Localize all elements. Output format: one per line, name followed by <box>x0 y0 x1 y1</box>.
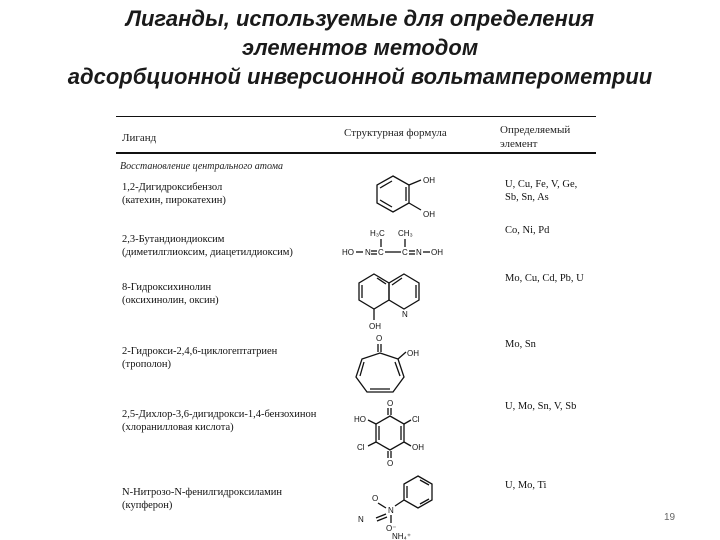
svg-text:O⁻: O⁻ <box>386 524 397 533</box>
ligand-name-line1: 2,5-Дихлор-3,6-дигидрокси-1,4-бензохинон <box>122 409 317 420</box>
oxine-structure <box>352 270 432 332</box>
ligand-name-line2: (купферон) <box>122 500 173 511</box>
svg-text:O: O <box>376 334 383 343</box>
page-number: 19 <box>664 512 676 523</box>
header-element-line2: элемент <box>500 138 538 150</box>
svg-text:OH: OH <box>423 210 435 219</box>
ligand-name <box>122 233 332 259</box>
ligand-name-line1: 1,2-Дигидроксибензол <box>122 182 223 193</box>
catechol-structure <box>355 172 445 224</box>
svg-text:C: C <box>378 248 384 257</box>
element-list-line1: U, Cu, Fe, V, Ge, <box>505 179 578 190</box>
element-list <box>505 224 605 237</box>
svg-text:OH: OH <box>412 443 424 452</box>
svg-text:N: N <box>402 310 408 319</box>
ligand-name-line2: (оксихинолин, оксин) <box>122 295 219 306</box>
element-list-line1: Co, Ni, Pd <box>505 225 550 236</box>
svg-text:OH: OH <box>407 349 419 358</box>
table-subheader: Восстановление центрального атома <box>120 161 283 172</box>
header-formula: Структурная формула <box>344 127 447 139</box>
svg-text:N: N <box>365 248 371 257</box>
title-line-2: элементов методом <box>241 35 479 60</box>
ligand-name-line1: 2-Гидрокси-2,4,6-циклогептатриен <box>122 346 278 357</box>
table-header-rule <box>116 152 596 154</box>
ligand-name <box>122 486 332 512</box>
ligand-name <box>122 281 332 307</box>
ligand-name-line2: (хлоранилловая кислота) <box>122 422 234 433</box>
ligand-name-line1: 8-Гидроксихинолин <box>122 282 212 293</box>
svg-text:O: O <box>387 459 394 468</box>
svg-text:H₃C: H₃C <box>370 229 385 238</box>
element-list-line1: U, Mo, Sn, V, Sb <box>505 401 577 412</box>
ligand-name <box>122 345 332 371</box>
element-list-line1: Mo, Sn <box>505 339 536 350</box>
svg-text:N: N <box>416 248 422 257</box>
element-list <box>505 272 605 285</box>
title-line-1: Лиганды, используемые для определения <box>125 6 595 31</box>
ligand-name <box>122 181 332 207</box>
svg-text:O: O <box>387 399 394 408</box>
dimethylglyoxime-structure <box>340 228 450 262</box>
element-list <box>505 479 605 492</box>
svg-text:N: N <box>358 515 364 524</box>
svg-text:OH: OH <box>431 248 443 257</box>
tropolone-structure <box>350 334 440 400</box>
svg-text:OH: OH <box>369 322 381 331</box>
element-list-line2: Sb, Sn, As <box>505 192 549 203</box>
slide-title <box>0 4 720 91</box>
ligand-name-line2: (диметилглиоксим, диацетилдиоксим) <box>122 247 293 258</box>
chloranilic-acid-structure <box>345 398 435 470</box>
element-list <box>505 400 605 413</box>
svg-text:NH₄⁺: NH₄⁺ <box>392 532 412 540</box>
ligand-name-line2: (катехин, пирокатехин) <box>122 195 226 206</box>
svg-text:OH: OH <box>423 176 435 185</box>
element-list-line1: Mo, Cu, Cd, Pb, U <box>505 273 584 284</box>
element-list <box>505 178 605 204</box>
ligand-name-line1: N-Нитрозо-N-фенилгидроксиламин <box>122 487 283 498</box>
table-top-rule <box>116 116 596 117</box>
header-element-line1: Определяемый <box>500 124 571 136</box>
svg-text:C: C <box>402 248 408 257</box>
svg-text:HO: HO <box>354 415 366 424</box>
svg-text:O: O <box>372 494 379 503</box>
header-ligand: Лиганд <box>122 132 157 144</box>
title-line-3: адсорбционной инверсионной вольтамперометрии <box>67 64 653 89</box>
ligand-name-line2: (трополон) <box>122 359 172 370</box>
svg-text:Cl: Cl <box>357 443 365 452</box>
svg-text:Cl: Cl <box>412 415 420 424</box>
svg-text:N: N <box>388 506 394 515</box>
cupferron-structure <box>348 470 448 540</box>
svg-text:HO: HO <box>342 248 354 257</box>
ligand-name <box>122 408 332 434</box>
element-list-line1: U, Mo, Ti <box>505 480 547 491</box>
ligand-name-line1: 2,3-Бутандиондиоксим <box>122 234 225 245</box>
svg-text:CH₃: CH₃ <box>398 229 413 238</box>
element-list <box>505 338 605 351</box>
